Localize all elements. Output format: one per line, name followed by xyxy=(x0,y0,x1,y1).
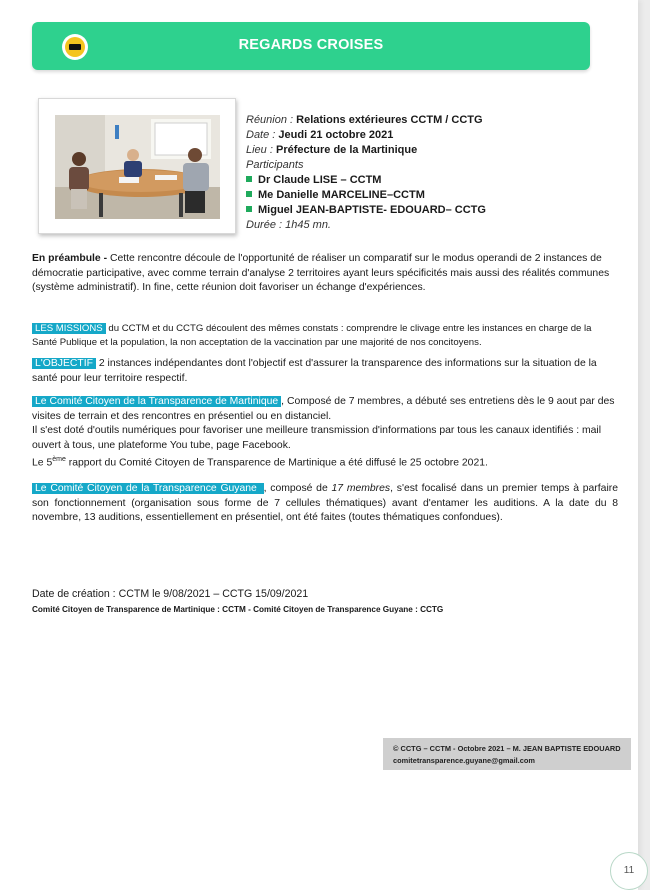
guyane-tag: Le Comité Citoyen de la Transparence Guyane xyxy=(32,483,264,494)
date-label: Date : xyxy=(246,129,276,141)
participant-item: Miguel JEAN-BAPTISTE- EDOUARD– CCTG xyxy=(246,203,486,218)
date-value: Jeudi 21 octobre 2021 xyxy=(278,129,394,141)
lieu-value: Préfecture de la Martinique xyxy=(275,144,418,156)
duree-text: Durée : 1h45 mn. xyxy=(246,219,331,231)
meeting-photo xyxy=(55,115,220,219)
contact-email: comitetransparence.guyane@gmail.com xyxy=(393,756,535,765)
participants-label: Participants xyxy=(246,159,304,171)
meeting-photo-image xyxy=(55,115,220,219)
header-banner xyxy=(32,22,590,70)
preambule-paragraph: En préambule - Cette rencontre découle de l'opportunité de réaliser un comparatif sur le modus operandi de 2 instances de démocratie participative, avec comme terrain d'analyse 2 territoires ayant leurs spécificités mais aussi des réalités communes (système administratif). In fine, cette réunion doit favoriser un échange d'expériences. xyxy=(32,253,610,294)
martinique-paragraph: Le Comité Citoyen de la Transparence de Martinique , Composé de 7 membres, a débuté ses entretiens dès le 9 aout par des visites de terrain et des rencontres en présentiel ou en distanciel. Il s'est doté d'outils numériques pour favoriser une meilleure transmission d'informations par tous les canaux identifiés : mail ouvert à tous, une plateforme You tube, page Facebook. Le 5ème rapport du Comité Citoyen de Transparence de Martinique a été diffusé le 25 octobre 2021. xyxy=(32,396,615,469)
creation-legend: Comité Citoyen de Transparence de Martinique : CCTM - Comité Citoyen de Transparence Guyane : CCTG xyxy=(32,605,444,614)
objectif-tag: L'OBJECTIF xyxy=(32,358,96,369)
reunion-value: Relations extérieures CCTM / CCTG xyxy=(296,114,483,126)
guyane-paragraph: Le Comité Citoyen de la Transparence Guyane , composé de 17 membres, s'est focalisé dans un premier temps à parfaire son fonctionnement (organisation sous forme de 7 cellules thématiques) avant d'entamer les auditions. A la date du 8 novembre, 13 auditions, essentiellement en présentiel, ont été faites (toutes thématiques confondues). xyxy=(32,483,618,524)
objectif-paragraph: L'OBJECTIF 2 instances indépendantes dont l'objectif est d'assurer la transparence des informations sur la situation de la santé pour leur territoire respectif. xyxy=(32,358,597,384)
martinique-tag: Le Comité Citoyen de la Transparence de Martinique xyxy=(32,396,281,407)
bullet-icon xyxy=(246,191,252,197)
reunion-label: Réunion : xyxy=(246,114,294,126)
bullet-icon xyxy=(246,176,252,182)
page-title: REGARDS CROISES xyxy=(238,37,384,53)
participant-item: Me Danielle MARCELINE–CCTM xyxy=(246,188,486,203)
creation-date: Date de création : CCTM le 9/08/2021 – CCTG 15/09/2021 xyxy=(32,588,309,600)
creation-note xyxy=(32,587,443,617)
participant-item: Dr Claude LISE – CCTM xyxy=(246,173,486,188)
missions-tag: LES MISSIONS xyxy=(32,323,106,334)
lieu-label: Lieu : xyxy=(246,144,273,156)
meeting-photo-frame xyxy=(38,98,236,234)
copyright-line: © CCTG – CCTM - Octobre 2021 – M. JEAN BAPTISTE EDOUARD xyxy=(393,744,621,753)
bullet-icon xyxy=(246,206,252,212)
missions-paragraph: LES MISSIONS du CCTM et du CCTG découlent des mêmes constats : comprendre le clivage entre les instances en charge de la Santé Publique et la population, la non acceptation de la vaccination par une majorité de nos concitoyens. xyxy=(32,323,592,348)
meeting-details xyxy=(246,113,486,233)
page-number: 11 xyxy=(610,852,648,890)
copyright-box xyxy=(383,738,631,770)
